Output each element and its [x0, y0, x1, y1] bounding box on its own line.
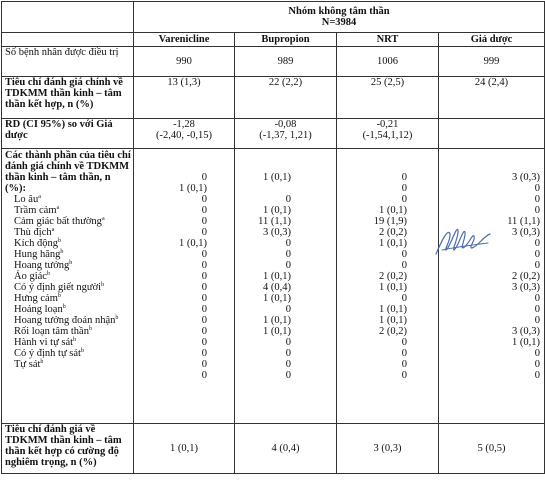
component-value: 0 [401, 183, 407, 194]
components-label-cell [2, 149, 134, 424]
severe-bupropion: 4 (0,4) [235, 424, 337, 474]
component-item-footnote: b [60, 249, 64, 255]
severe-label: Tiêu chí đánh giá về TDKMM thần kinh – tâm thần kết hợp có cường độ nghiêm trọng, n (%) [2, 424, 134, 474]
component-item-footnote: b [88, 326, 92, 332]
component-value: 1 (0,1) [512, 337, 541, 348]
component-value: 2 (0,2) [379, 271, 407, 282]
component-item-label: Hoang tưởng [14, 260, 70, 271]
component-value: 3 (0,3) [263, 227, 291, 238]
primary-nrt: 25 (2,5) [337, 77, 439, 119]
component-item [5, 205, 131, 216]
handwritten-signature [432, 220, 492, 260]
component-value: 0 [534, 194, 541, 205]
component-value: 0 [201, 293, 207, 304]
component-item-footnote: a [56, 205, 60, 211]
rd-varenicline-ci: (-2,40, -0,15) [156, 130, 212, 141]
component-value: 0 [285, 359, 291, 370]
component-value: 0 [285, 337, 291, 348]
component-value: 0 [285, 370, 291, 381]
severe-row [2, 424, 545, 474]
col-header-bupropion: Bupropion [235, 33, 337, 47]
component-value: 1 (0,1) [379, 315, 407, 326]
group-header-row [2, 2, 545, 33]
rd-placebo [439, 119, 545, 149]
group-n: N=3984 [321, 17, 357, 28]
component-item [5, 326, 131, 337]
col-header-nrt: NRT [337, 33, 439, 47]
component-item [5, 359, 131, 370]
component-value: 0 [201, 260, 207, 271]
component-item-label: Hoảng loạn [14, 304, 63, 315]
component-value: 0 [201, 370, 207, 381]
component-item-label: Hung hăng [14, 249, 61, 260]
components-placebo [439, 149, 545, 424]
component-value: 0 [401, 370, 407, 381]
component-value: 1 (0,1) [263, 326, 291, 337]
component-list [5, 194, 131, 370]
severe-placebo: 5 (0,5) [439, 424, 545, 474]
component-value: 1 (0,1) [263, 293, 291, 304]
component-value: 0 [534, 205, 541, 216]
component-value: 0 [401, 359, 407, 370]
rd-varenicline-estimate: -1,28 [173, 119, 195, 130]
components-heading: Các thành phần của tiêu chí đánh giá chính về TDKMM thần kinh – tâm thần, n (%): [5, 150, 131, 194]
component-item-label: Cảm giác bất thường [14, 216, 102, 227]
component-value: 0 [201, 172, 207, 183]
component-value: 0 [401, 293, 407, 304]
component-item [5, 348, 131, 359]
component-value: 0 [401, 172, 407, 183]
component-value: 1 (0,1) [263, 271, 291, 282]
patients-label: Số bệnh nhân được điều trị [2, 47, 134, 77]
component-value: 0 [201, 304, 207, 315]
components-row [2, 149, 545, 424]
component-item [5, 271, 131, 282]
component-value: 0 [534, 293, 541, 304]
component-value: 11 (1,1) [258, 216, 291, 227]
component-item-label: Trầm cảm [14, 205, 57, 216]
component-value: 0 [201, 271, 207, 282]
risk-difference-row [2, 119, 545, 149]
component-value: 0 [285, 304, 291, 315]
component-item-footnote: b [46, 271, 50, 277]
component-value: 0 [534, 304, 541, 315]
component-value: 0 [534, 359, 541, 370]
component-value: 0 [401, 194, 407, 205]
component-value: 0 [285, 348, 291, 359]
component-item-footnote: b [101, 282, 105, 288]
patients-bupropion: 989 [235, 47, 337, 77]
col-header-varenicline: Varenicline [134, 33, 235, 47]
component-item [5, 304, 131, 315]
component-value: 0 [534, 183, 541, 194]
component-item [5, 260, 131, 271]
component-value: 0 [201, 227, 207, 238]
component-item-footnote: b [73, 337, 77, 343]
component-value: 0 [534, 348, 541, 359]
component-value: 2 (0,2) [512, 271, 541, 282]
component-value: 0 [201, 359, 207, 370]
rd-varenicline [134, 119, 235, 149]
component-value [237, 183, 334, 194]
component-value: 0 [201, 249, 207, 260]
component-value: 11 (1,1) [507, 216, 541, 227]
component-value: 0 [201, 205, 207, 216]
component-item-footnote: b [62, 304, 66, 310]
component-item-footnote: b [80, 348, 84, 354]
risk-difference-label: RD (CI 95%) so với Giả dược [2, 119, 134, 149]
component-value: 1 (0,1) [263, 315, 291, 326]
component-item-footnote: b [115, 315, 119, 321]
rd-nrt [337, 119, 439, 149]
corner-cell [2, 2, 134, 33]
component-item-label: Lo âu [14, 194, 39, 205]
severe-varenicline: 1 (0,1) [134, 424, 235, 474]
component-value: 2 (0,2) [379, 326, 407, 337]
component-item-label: Hưng cảm [14, 293, 58, 304]
patients-varenicline: 990 [134, 47, 235, 77]
component-item [5, 238, 131, 249]
component-value: 0 [285, 194, 291, 205]
component-value: 3 (0,3) [512, 282, 541, 293]
component-item [5, 216, 131, 227]
component-item-footnote: b [57, 293, 61, 299]
component-value: 0 [201, 282, 207, 293]
group-title: Nhóm không tâm thần [288, 6, 390, 17]
component-item [5, 282, 131, 293]
component-item-label: Rối loạn tâm thần [14, 326, 89, 337]
component-item [5, 337, 131, 348]
component-value: 1 (0,1) [379, 205, 407, 216]
component-value: 0 [201, 194, 207, 205]
component-value: 0 [401, 337, 407, 348]
component-value: 0 [534, 238, 541, 249]
component-value: 3 (0,3) [512, 227, 541, 238]
primary-endpoint-label: Tiêu chí đánh giá chính về TDKMM thần kinh – tâm thần kết hợp, n (%) [2, 77, 134, 119]
component-value: 1 (0,1) [379, 304, 407, 315]
component-value: 4 (0,4) [263, 282, 291, 293]
components-nrt [337, 149, 439, 424]
component-item-label: Hành vi tự sát [14, 337, 74, 348]
component-value: 1 (0,1) [263, 205, 291, 216]
group-header-cell [134, 2, 545, 33]
col-header-placebo: Giả dược [439, 33, 545, 47]
primary-bupropion: 22 (2,2) [235, 77, 337, 119]
component-item-label: Thù địch [14, 227, 52, 238]
component-value: 0 [534, 260, 541, 271]
component-item-label: Hoang tưởng đoán nhận [14, 315, 116, 326]
component-item-label: Kích động [14, 238, 59, 249]
column-header-row [2, 33, 545, 47]
component-value: 3 (0,3) [512, 326, 541, 337]
component-item-footnote: a [101, 216, 105, 222]
rd-nrt-ci: (-1,54,1,12) [362, 130, 413, 141]
component-item [5, 194, 131, 205]
component-item-footnote: b [69, 260, 73, 266]
components-varenicline [134, 149, 235, 424]
component-item-label: Có ý định giết người [14, 282, 102, 293]
component-item [5, 293, 131, 304]
rd-nrt-estimate: -0,21 [376, 119, 399, 130]
primary-endpoint-row [2, 77, 545, 119]
component-value: 2 (0,2) [379, 227, 407, 238]
component-value: 0 [401, 348, 407, 359]
component-value: 0 [401, 249, 407, 260]
component-item-label: Ảo giác [14, 271, 47, 282]
rd-bupropion-estimate: -0,08 [274, 119, 297, 130]
rd-bupropion-ci: (-1,37, 1,21) [259, 130, 312, 141]
component-value: 3 (0,3) [512, 172, 541, 183]
component-value: 1 (0,1) [379, 282, 407, 293]
component-value: 0 [201, 326, 207, 337]
component-value: 0 [285, 260, 291, 271]
component-item-footnote: a [51, 227, 55, 233]
component-item-footnote: a [38, 194, 41, 200]
patients-placebo: 999 [439, 47, 545, 77]
component-item [5, 249, 131, 260]
component-value: 1 (0,1) [379, 238, 407, 249]
component-value: 0 [534, 249, 541, 260]
component-value: 0 [201, 216, 207, 227]
column-header-empty [2, 33, 134, 47]
rd-bupropion [235, 119, 337, 149]
component-value: 0 [201, 348, 207, 359]
component-value: 1 (0,1) [179, 183, 207, 194]
component-value: 0 [534, 315, 541, 326]
component-item-footnote: b [40, 359, 44, 365]
component-value: 0 [201, 315, 207, 326]
component-value: 0 [401, 260, 407, 271]
component-value: 1 (0,1) [263, 172, 291, 183]
patients-row [2, 47, 545, 77]
component-item [5, 315, 131, 326]
component-value: 1 (0,1) [179, 238, 207, 249]
primary-varenicline: 13 (1,3) [134, 77, 235, 119]
component-item-footnote: b [58, 238, 62, 244]
component-item-label: Tự sát [14, 359, 41, 370]
primary-placebo: 24 (2,4) [439, 77, 545, 119]
patients-nrt: 1006 [337, 47, 439, 77]
component-value: 0 [201, 337, 207, 348]
component-item [5, 227, 131, 238]
component-item-label: Có ý định tự sát [14, 348, 81, 359]
component-value: 0 [285, 249, 291, 260]
component-value: 19 (1,9) [373, 216, 407, 227]
severe-nrt: 3 (0,3) [337, 424, 439, 474]
component-value: 0 [285, 238, 291, 249]
components-bupropion [235, 149, 337, 424]
component-value: 0 [534, 370, 541, 381]
